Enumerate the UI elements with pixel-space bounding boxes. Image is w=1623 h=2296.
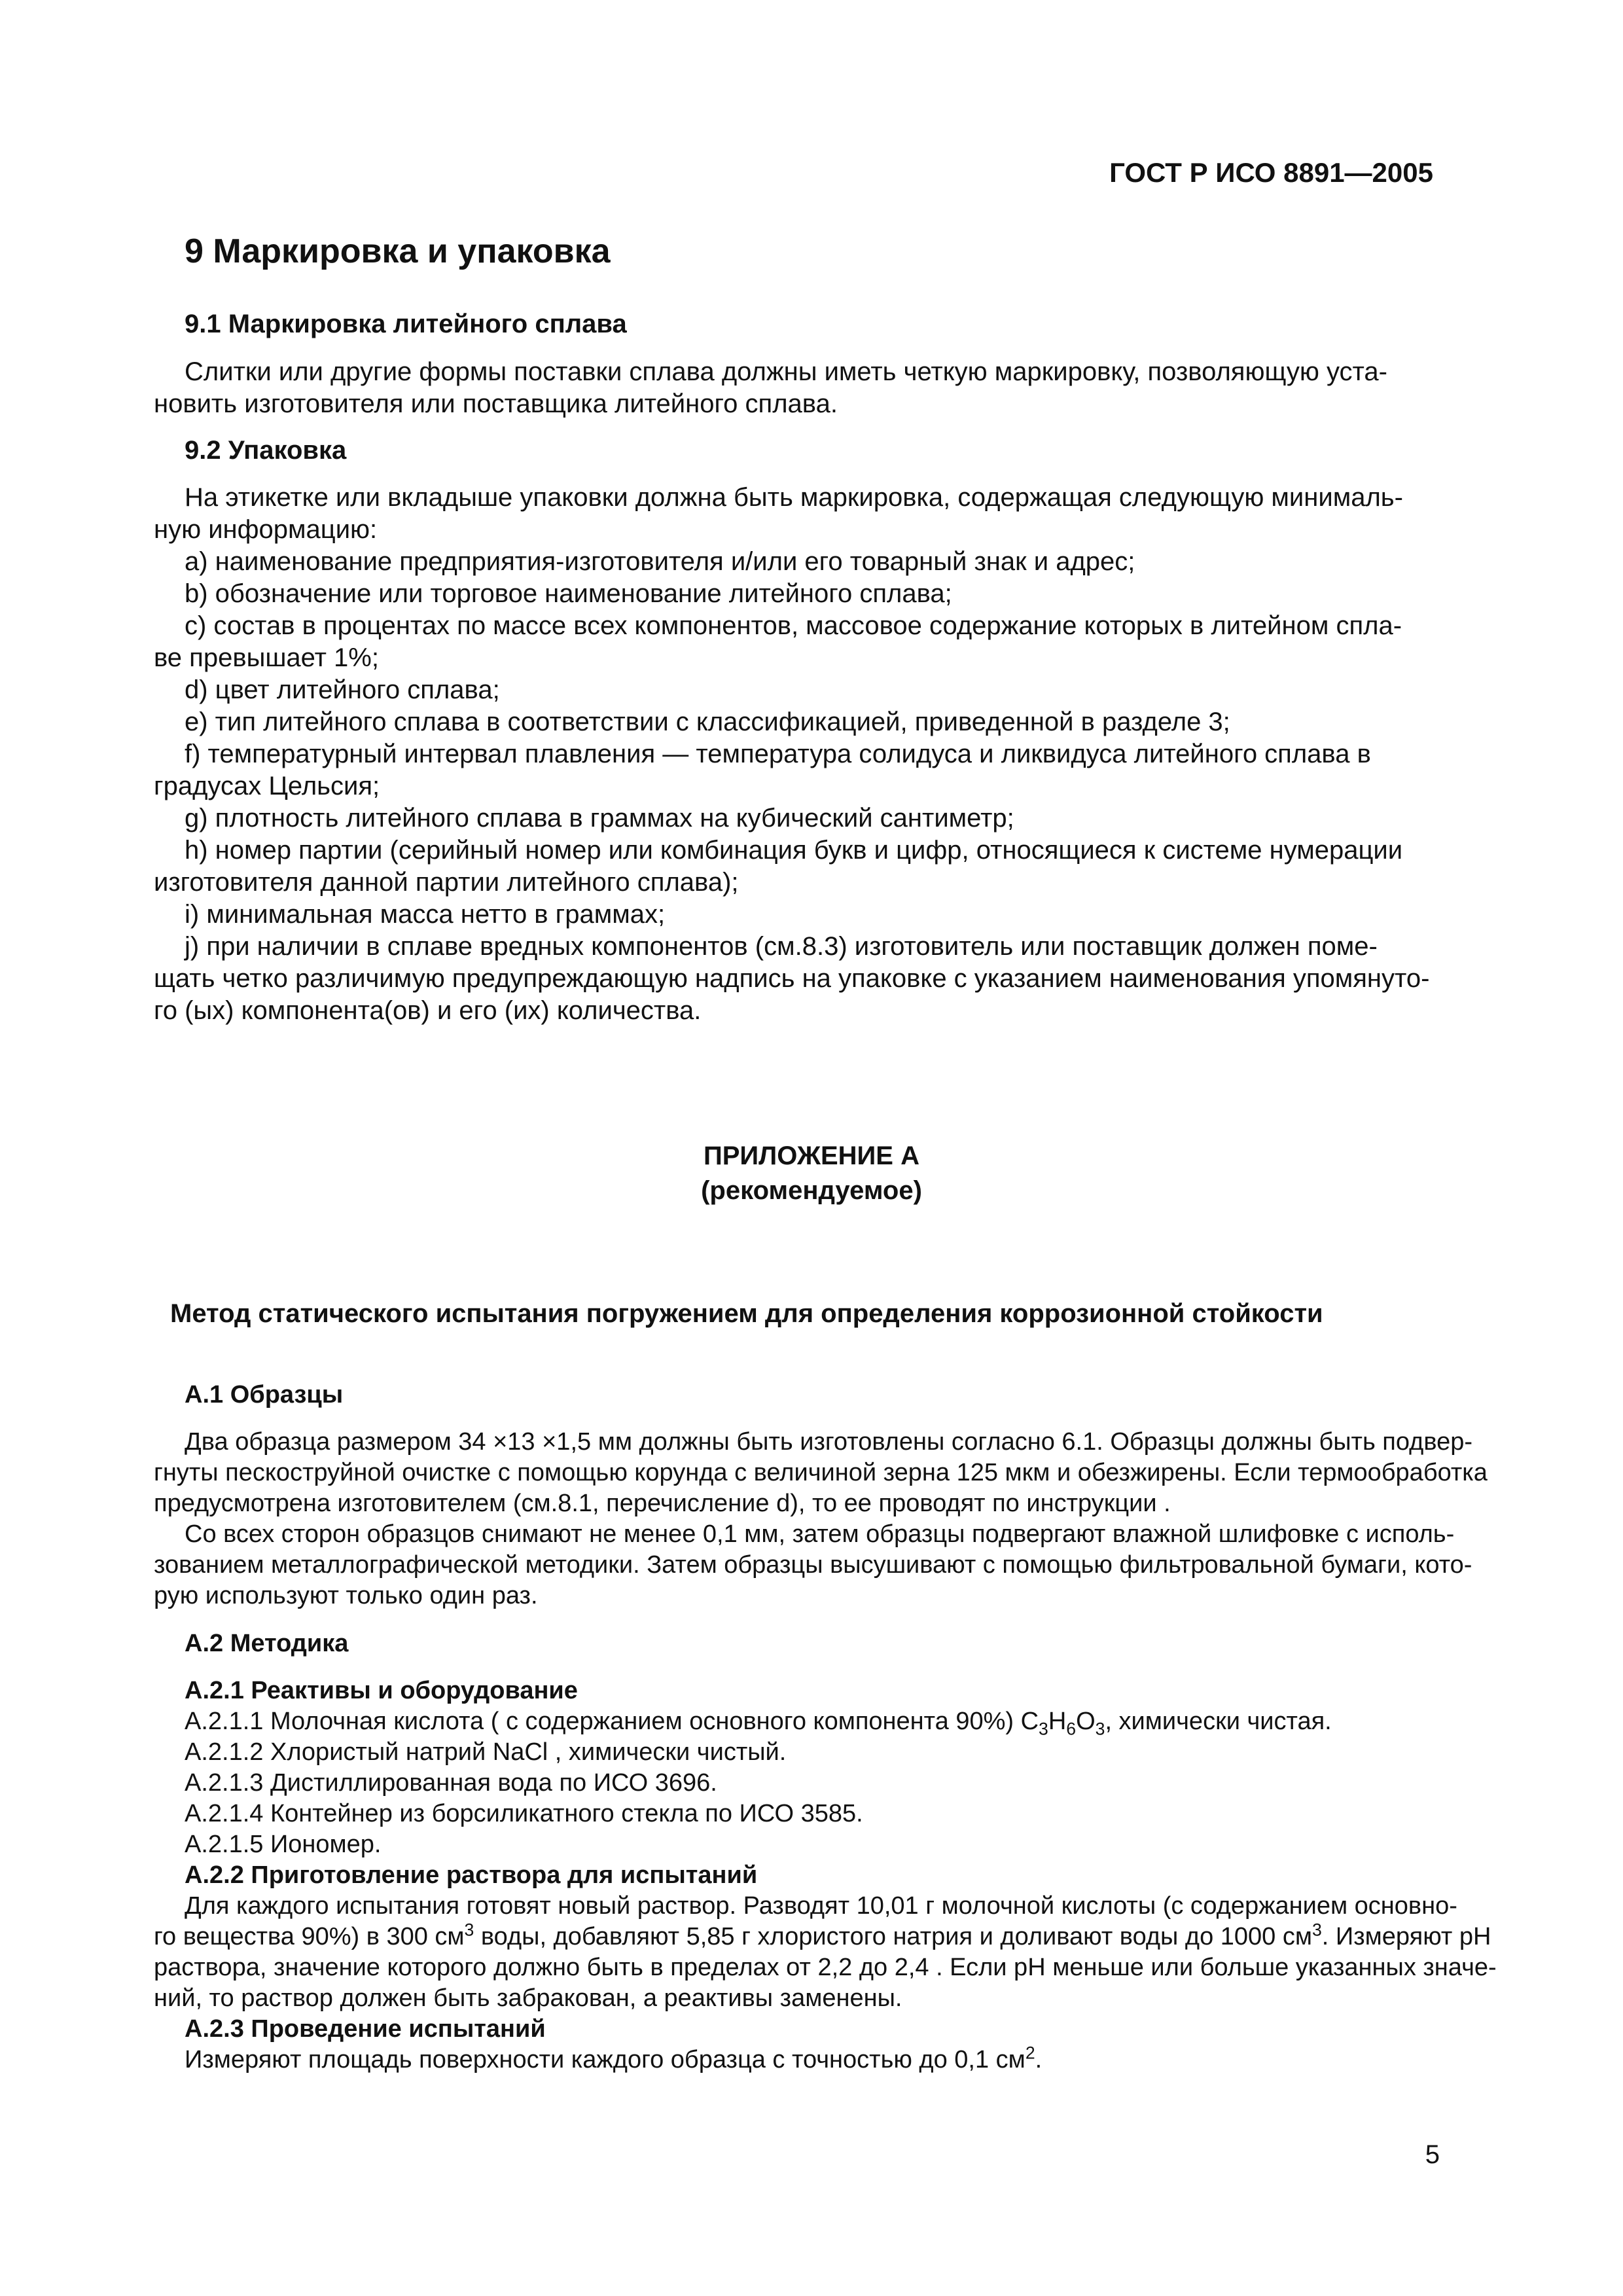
list-item: градусах Цельсия; xyxy=(154,772,380,800)
list-item: изготовителя данной партии литейного сплава); xyxy=(154,868,739,897)
appendix-title: Метод статического испытания погружением для определения коррозионной стойкости xyxy=(170,1299,1323,1328)
a22-title: А.2.2 Приготовление раствора для испытаний xyxy=(185,1861,758,1889)
list-item: e) тип литейного сплава в соответствии с классификацией, приведенной в разделе 3; xyxy=(185,708,1230,736)
paragraph-line: Слитки или другие формы поставки сплава должны иметь четкую маркировку, позволяющую уста- xyxy=(185,357,1387,386)
section-9-2-title: 9.2 Упаковка xyxy=(185,436,347,465)
section-9-title: 9 Маркировка и упаковка xyxy=(185,232,611,270)
reagent-item-1: А.2.1.1 Молочная кислота ( с содержанием основного компонента 90%) $C_3H_6O_3$, химически чистая. xyxy=(185,1708,1332,1739)
list-item: щать четко различимую предупреждающую надпись на упаковке с указанием наименования упомянуто- xyxy=(154,964,1430,993)
paragraph-line: гнуты пескоструйной очистке с помощью корунда с величиной зерна 125 мкм и обезжирены. Если термообработка xyxy=(154,1459,1488,1486)
paragraph-line: рую используют только один раз. xyxy=(154,1582,538,1609)
section-9-1-title: 9.1 Маркировка литейного сплава xyxy=(185,310,627,338)
paragraph-line: зованием металлографической методики. Затем образцы высушивают с помощью фильтровальной бумаги, кото- xyxy=(154,1551,1472,1579)
paragraph-line: Два образца размером 34 ×13 ×1,5 мм должны быть изготовлены согласно 6.1. Образцы должны быть подвер- xyxy=(185,1428,1473,1456)
list-item: h) номер партии (серийный номер или комбинация букв и цифр, относящиеся к системе нумерации xyxy=(185,836,1403,865)
paragraph-line: ную информацию: xyxy=(154,515,378,544)
a23-title: А.2.3 Проведение испытаний xyxy=(185,2015,546,2043)
appendix-status: (рекомендуемое) xyxy=(701,1176,922,1205)
paragraph-line: Со всех сторон образцов снимают не менее 0,1 мм, затем образцы подвергают влажной шлифовке с исполь- xyxy=(185,1520,1455,1548)
a2-title: А.2 Методика xyxy=(185,1630,349,1657)
paragraph-line: На этикетке или вкладыше упаковки должна быть маркировка, содержащая следующую минималь- xyxy=(185,483,1403,512)
paragraph-line: раствора, значение которого должно быть в пределах от 2,2 до 2,4 . Если pH меньше или больше указанных значе- xyxy=(154,1954,1497,1981)
paragraph-line: Измеряют площадь поверхности каждого образца с точностью до 0,1 $см^2$. xyxy=(185,2043,1043,2073)
reagent-item-4: А.2.1.4 Контейнер из борсиликатного стекла по ИСО 3585. xyxy=(185,1800,863,1827)
list-item: f) температурный интервал плавления — температура солидуса и ликвидуса литейного сплава в xyxy=(185,740,1371,768)
reagent-item-3: А.2.1.3 Дистиллированная вода по ИСО 3696. xyxy=(185,1769,717,1797)
appendix-label: ПРИЛОЖЕНИЕ А xyxy=(704,1141,919,1170)
list-item: го (ых) компонента(ов) и его (их) количества. xyxy=(154,996,702,1025)
list-item: a) наименование предприятия-изготовителя и/или его товарный знак и адрес; xyxy=(185,547,1135,576)
reagent-item-5: А.2.1.5 Иономер. xyxy=(185,1831,382,1858)
list-item: b) обозначение или торговое наименование литейного сплава; xyxy=(185,579,952,608)
document-code-header: ГОСТ Р ИСО 8891—2005 xyxy=(1109,157,1433,188)
paragraph-line: ний, то раствор должен быть забракован, а реактивы заменены. xyxy=(154,1984,902,2012)
paragraph-line: новить изготовителя или поставщика литейного сплава. xyxy=(154,389,838,418)
list-item: g) плотность литейного сплава в граммах на кубический сантиметр; xyxy=(185,804,1014,833)
reagent-item-2: А.2.1.2 Хлористый натрий NaCl , химически чистый. xyxy=(185,1738,787,1766)
list-item: c) состав в процентах по массе всех компонентов, массовое содержание которых в литейном спла- xyxy=(185,611,1402,640)
page-number: 5 xyxy=(1425,2140,1440,2169)
paragraph-line: предусмотрена изготовителем (см.8.1, перечисление d), то ее проводят по инструкции . xyxy=(154,1490,1171,1517)
list-item: j) при наличии в сплаве вредных компонентов (см.8.3) изготовитель или поставщик должен поме- xyxy=(185,932,1378,961)
a21-title: А.2.1 Реактивы и оборудование xyxy=(185,1677,578,1704)
list-item: i) минимальная масса нетто в граммах; xyxy=(185,900,666,929)
a1-title: А.1 Образцы xyxy=(185,1381,344,1408)
paragraph-line: Для каждого испытания готовят новый раствор. Разводят 10,01 г молочной кислоты (с содержанием основно- xyxy=(185,1892,1457,1920)
list-item: ве превышает 1%; xyxy=(154,643,379,672)
list-item: d) цвет литейного сплава; xyxy=(185,675,500,704)
paragraph-line: го вещества 90%) в 300 $см^3$ воды, добавляют 5,85 г хлористого натрия и доливают воды до 1000 $см^3$. Измеряют pH xyxy=(154,1920,1491,1950)
